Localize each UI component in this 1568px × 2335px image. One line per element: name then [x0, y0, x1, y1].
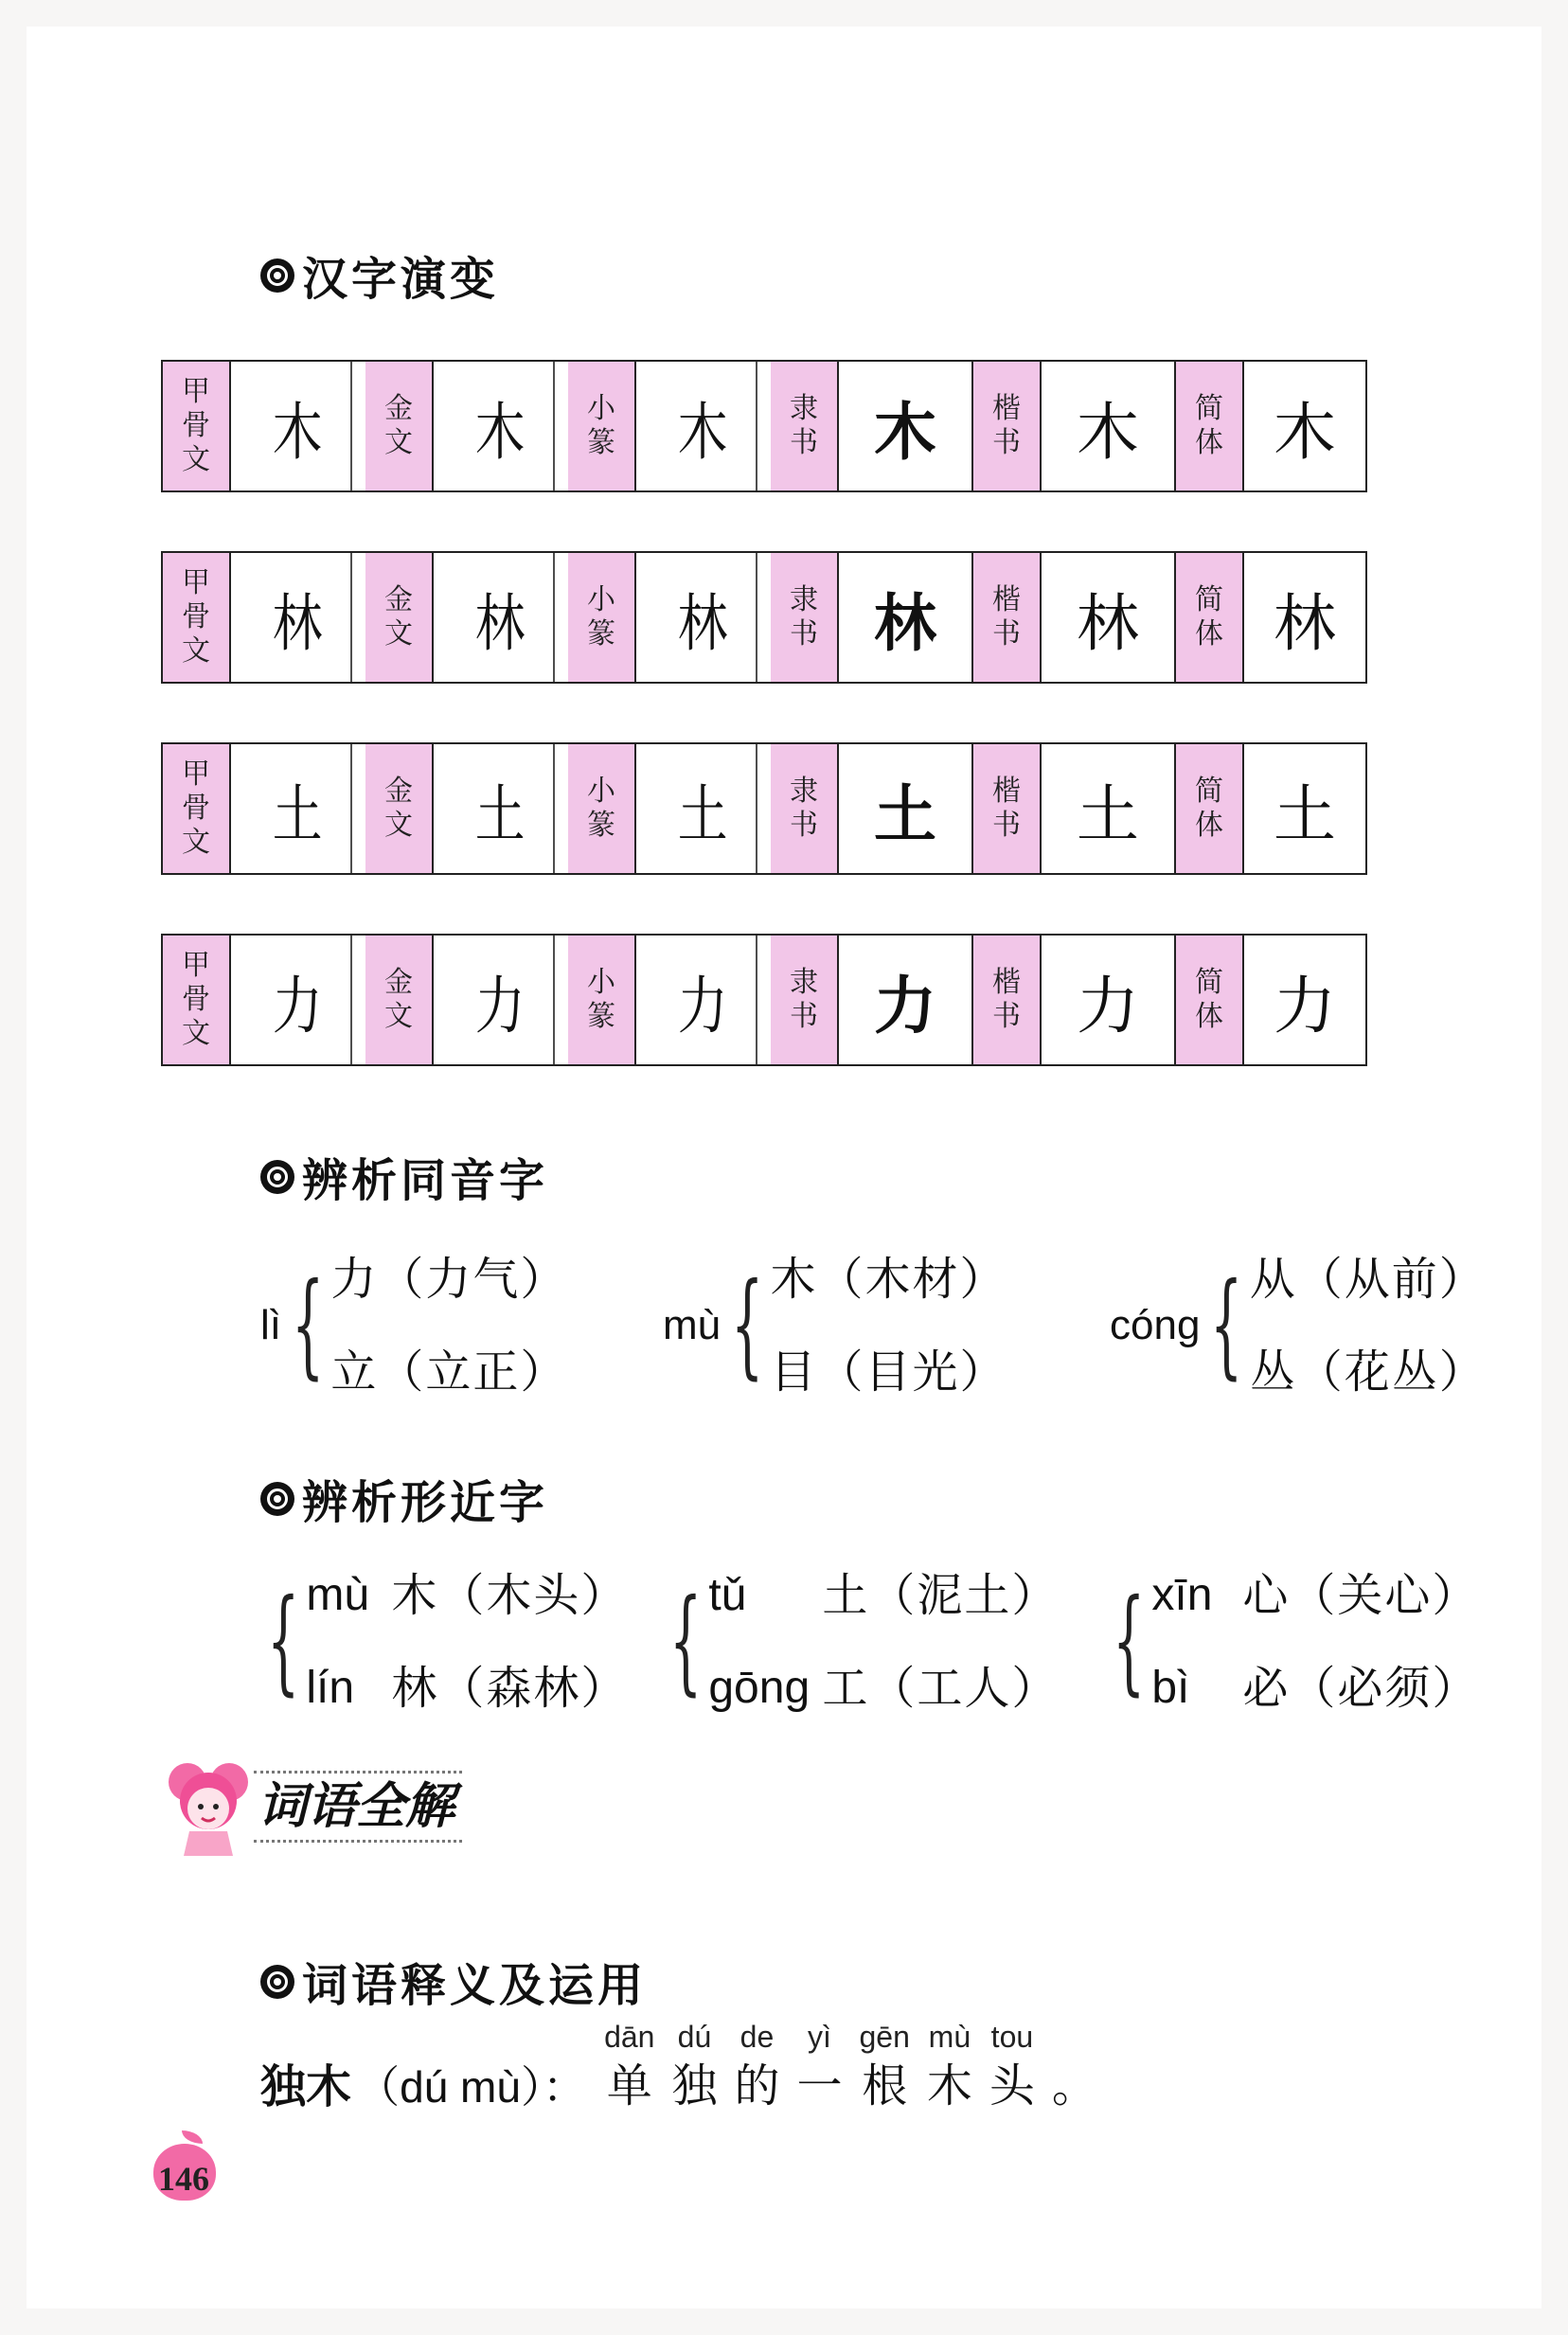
- script-glyph: 土: [447, 744, 555, 873]
- similar-line: [708, 1642, 1059, 1735]
- script-label-char: 金: [384, 775, 413, 808]
- script-style-label: [163, 936, 231, 1064]
- apple-leaf-icon: [182, 2130, 203, 2144]
- script-label-char: 篆: [587, 426, 615, 459]
- definition-hanzi: 单: [606, 2059, 652, 2112]
- similar-char: 土（泥土）: [822, 1569, 1060, 1622]
- homophone-group-mu: [663, 1233, 1007, 1418]
- script-style-label: [568, 936, 636, 1064]
- similar-char: 心（关心）: [1242, 1569, 1480, 1622]
- script-label-char: 文: [182, 1017, 210, 1050]
- similar-line: [1151, 1642, 1479, 1735]
- brace-icon: {: [668, 1576, 703, 1707]
- script-label-char: 骨: [182, 983, 210, 1016]
- definition-hanzi: 头: [989, 2059, 1035, 2112]
- definition-pinyin: tou: [990, 2020, 1034, 2054]
- definition-pinyin: gēn: [859, 2020, 910, 2054]
- script-glyph: 力: [1042, 936, 1176, 1064]
- similar-group-2: [663, 1549, 1059, 1735]
- script-style-label: [973, 936, 1042, 1064]
- script-glyph: 林: [1274, 586, 1336, 660]
- script-label-char: 篆: [587, 617, 615, 651]
- girl-mascot-icon: [161, 1754, 256, 1858]
- script-label-char: 文: [182, 826, 210, 859]
- script-glyph: 力: [447, 936, 555, 1064]
- definition-char: [734, 2017, 779, 2115]
- script-label-char: 甲: [182, 375, 210, 408]
- definition-hanzi: 。: [1051, 2059, 1097, 2112]
- definition-pinyin: dān: [604, 2020, 655, 2054]
- script-label-char: 楷: [992, 583, 1021, 616]
- script-label-char: 简: [1195, 392, 1223, 425]
- script-glyph: 土: [244, 744, 352, 873]
- section-bullet-icon: [260, 1965, 294, 1999]
- homophone-pinyin: mù: [663, 1302, 722, 1348]
- script-label-char: 骨: [182, 409, 210, 442]
- script-style-label: [1176, 744, 1244, 873]
- script-label-char: 甲: [182, 758, 210, 791]
- script-label-char: 体: [1195, 1000, 1223, 1033]
- script-glyph: 林: [650, 553, 757, 682]
- script-label-char: 书: [992, 426, 1021, 459]
- script-glyph: 力: [650, 936, 757, 1064]
- script-label-char: 文: [384, 1000, 413, 1033]
- script-style-label: [1176, 553, 1244, 682]
- homophone-pinyin: cóng: [1110, 1302, 1201, 1348]
- section-title-text: 词语释义及运用: [302, 1959, 648, 2012]
- script-style-label: [163, 362, 231, 490]
- script-style-label: [771, 936, 839, 1064]
- script-label-char: 金: [384, 583, 413, 616]
- script-label-char: 小: [587, 392, 615, 425]
- homophone-line: 从（从前）: [1249, 1253, 1487, 1306]
- script-glyph: 土: [1274, 777, 1336, 851]
- similar-char: 林（森林）: [391, 1662, 629, 1715]
- section-title-words: [260, 1949, 647, 2014]
- script-label-char: 书: [992, 617, 1021, 651]
- brace-icon: {: [291, 1259, 325, 1391]
- script-glyph: 木: [244, 362, 352, 490]
- section-title-similar: [260, 1466, 548, 1531]
- script-label-char: 楷: [992, 392, 1021, 425]
- similar-line: [306, 1549, 628, 1642]
- script-style-label: [771, 553, 839, 682]
- script-style-label: [365, 362, 434, 490]
- banner-title: 词语全解: [254, 1771, 462, 1843]
- section-title-text: 辨析同音字: [302, 1154, 549, 1207]
- evolution-row: [161, 934, 1367, 1066]
- homophone-pinyin: lì: [260, 1302, 281, 1348]
- script-label-char: 书: [790, 809, 818, 842]
- script-glyph: 土: [839, 744, 973, 873]
- script-label-char: 甲: [182, 566, 210, 599]
- script-label-char: 简: [1195, 966, 1223, 999]
- script-glyph: 木: [1042, 362, 1176, 490]
- script-glyph: 林: [1042, 553, 1176, 682]
- word-entry: [260, 2017, 1097, 2115]
- similar-pinyin: lín: [306, 1663, 355, 1713]
- script-label-char: 体: [1195, 426, 1223, 459]
- script-label-char: 体: [1195, 617, 1223, 651]
- script-style-label: [1176, 362, 1244, 490]
- similar-char: 工（工人）: [822, 1662, 1060, 1715]
- definition-hanzi: 木: [926, 2059, 972, 2112]
- script-style-label: [365, 744, 434, 873]
- homophone-line: 立（立正）: [330, 1346, 568, 1399]
- script-label-char: 书: [992, 1000, 1021, 1033]
- evolution-row: [161, 551, 1367, 684]
- similar-char: 必（必须）: [1242, 1662, 1480, 1715]
- script-style-label: [771, 362, 839, 490]
- similar-line: [306, 1642, 628, 1735]
- script-label-char: 骨: [182, 792, 210, 825]
- homophone-line: 木（木材）: [770, 1253, 1007, 1306]
- script-glyph: 木: [447, 362, 555, 490]
- section-bullet-icon: [260, 258, 294, 293]
- script-label-char: 简: [1195, 775, 1223, 808]
- script-glyph: 木: [1274, 395, 1336, 469]
- script-label-char: 文: [182, 443, 210, 476]
- script-label-char: 文: [384, 809, 413, 842]
- script-style-label: [163, 553, 231, 682]
- script-label-char: 隶: [790, 966, 818, 999]
- page-number-badge: [142, 2130, 237, 2216]
- brace-icon: {: [731, 1259, 764, 1391]
- definition-char: [671, 2017, 717, 2115]
- script-label-char: 篆: [587, 809, 615, 842]
- entry-term: 独木: [260, 2060, 352, 2113]
- definition-hanzi: 一: [796, 2059, 843, 2112]
- homophone-group-cong: [1110, 1233, 1487, 1418]
- script-label-char: 金: [384, 392, 413, 425]
- script-label-char: 小: [587, 966, 615, 999]
- script-label-char: 书: [790, 617, 818, 651]
- script-glyph: 土: [1042, 744, 1176, 873]
- script-label-char: 书: [992, 809, 1021, 842]
- script-glyph: 力: [244, 936, 352, 1064]
- definition-hanzi: 根: [862, 2059, 908, 2112]
- script-glyph: 土: [650, 744, 757, 873]
- definition-pinyin: de: [739, 2020, 775, 2054]
- script-label-char: 篆: [587, 1000, 615, 1033]
- script-label-char: 骨: [182, 600, 210, 633]
- script-label-char: 文: [384, 617, 413, 651]
- script-glyph: 力: [1274, 969, 1336, 1043]
- definition-pinyin: dú: [677, 2020, 712, 2054]
- similar-pinyin: gōng: [708, 1663, 811, 1713]
- evolution-row: [161, 742, 1367, 875]
- similar-pinyin: xīn: [1151, 1570, 1213, 1620]
- similar-pinyin: tǔ: [708, 1570, 747, 1620]
- script-style-label: [365, 936, 434, 1064]
- similar-pinyin: bì: [1151, 1663, 1190, 1713]
- script-style-label: [973, 744, 1042, 873]
- script-label-char: 小: [587, 775, 615, 808]
- section-title-evolution: [260, 242, 499, 308]
- evolution-row: [161, 360, 1367, 492]
- similar-group-1: [260, 1549, 628, 1735]
- script-label-char: 楷: [992, 966, 1021, 999]
- homophone-line: 丛（花丛）: [1249, 1346, 1487, 1399]
- section-title-text: 辨析形近字: [302, 1476, 549, 1529]
- definition-pinyin: yì: [808, 2020, 831, 2054]
- definition-hanzi: 独: [671, 2059, 718, 2112]
- script-style-label: [568, 744, 636, 873]
- similar-pinyin: mù: [306, 1570, 370, 1620]
- homophone-line: 目（目光）: [770, 1346, 1007, 1399]
- similar-line: [1151, 1549, 1479, 1642]
- script-glyph: 林: [244, 553, 352, 682]
- script-style-label: [568, 553, 636, 682]
- script-label-char: 楷: [992, 775, 1021, 808]
- script-label-char: 体: [1195, 809, 1223, 842]
- similar-char: 木（木头）: [391, 1569, 629, 1622]
- definition-char: [989, 2017, 1035, 2115]
- section-title-homophones: [260, 1144, 548, 1209]
- section-banner: [161, 1754, 473, 1858]
- script-label-char: 书: [790, 426, 818, 459]
- section-bullet-icon: [260, 1482, 294, 1516]
- definition-pinyin: mù: [928, 2020, 971, 2054]
- script-label-char: 金: [384, 966, 413, 999]
- definition-char: [1052, 2017, 1097, 2115]
- section-title-text: 汉字演变: [302, 253, 500, 306]
- script-label-char: 文: [182, 634, 210, 668]
- script-style-label: [1176, 936, 1244, 1064]
- brace-icon: {: [1112, 1576, 1146, 1707]
- script-label-char: 文: [384, 426, 413, 459]
- homophone-line: 力（力气）: [330, 1253, 568, 1306]
- brace-icon: {: [1210, 1259, 1243, 1391]
- script-style-label: [771, 744, 839, 873]
- script-label-char: 隶: [790, 775, 818, 808]
- script-style-label: [973, 362, 1042, 490]
- script-label-char: 甲: [182, 949, 210, 982]
- script-label-char: 隶: [790, 583, 818, 616]
- script-label-char: 小: [587, 583, 615, 616]
- script-style-label: [365, 553, 434, 682]
- script-style-label: [568, 362, 636, 490]
- entry-pinyin: （dú mù）：: [356, 2062, 586, 2112]
- definition-char: [796, 2017, 842, 2115]
- brace-icon: {: [266, 1576, 300, 1707]
- definition-char: [927, 2017, 972, 2115]
- script-glyph: 力: [839, 936, 973, 1064]
- script-label-char: 书: [790, 1000, 818, 1033]
- similar-group-3: [1106, 1549, 1479, 1735]
- script-glyph: 木: [839, 362, 973, 490]
- script-style-label: [163, 744, 231, 873]
- page-number: 146: [158, 2160, 209, 2198]
- script-glyph: 林: [447, 553, 555, 682]
- definition-char: [604, 2017, 654, 2115]
- script-label-char: 隶: [790, 392, 818, 425]
- script-style-label: [973, 553, 1042, 682]
- definition-hanzi: 的: [734, 2059, 780, 2112]
- script-glyph: 木: [650, 362, 757, 490]
- homophone-group-li: [260, 1233, 567, 1418]
- similar-line: [708, 1549, 1059, 1642]
- entry-definition: [604, 2017, 1097, 2115]
- definition-char: [860, 2017, 910, 2115]
- script-label-char: 简: [1195, 583, 1223, 616]
- section-bullet-icon: [260, 1160, 294, 1194]
- script-glyph: 林: [839, 553, 973, 682]
